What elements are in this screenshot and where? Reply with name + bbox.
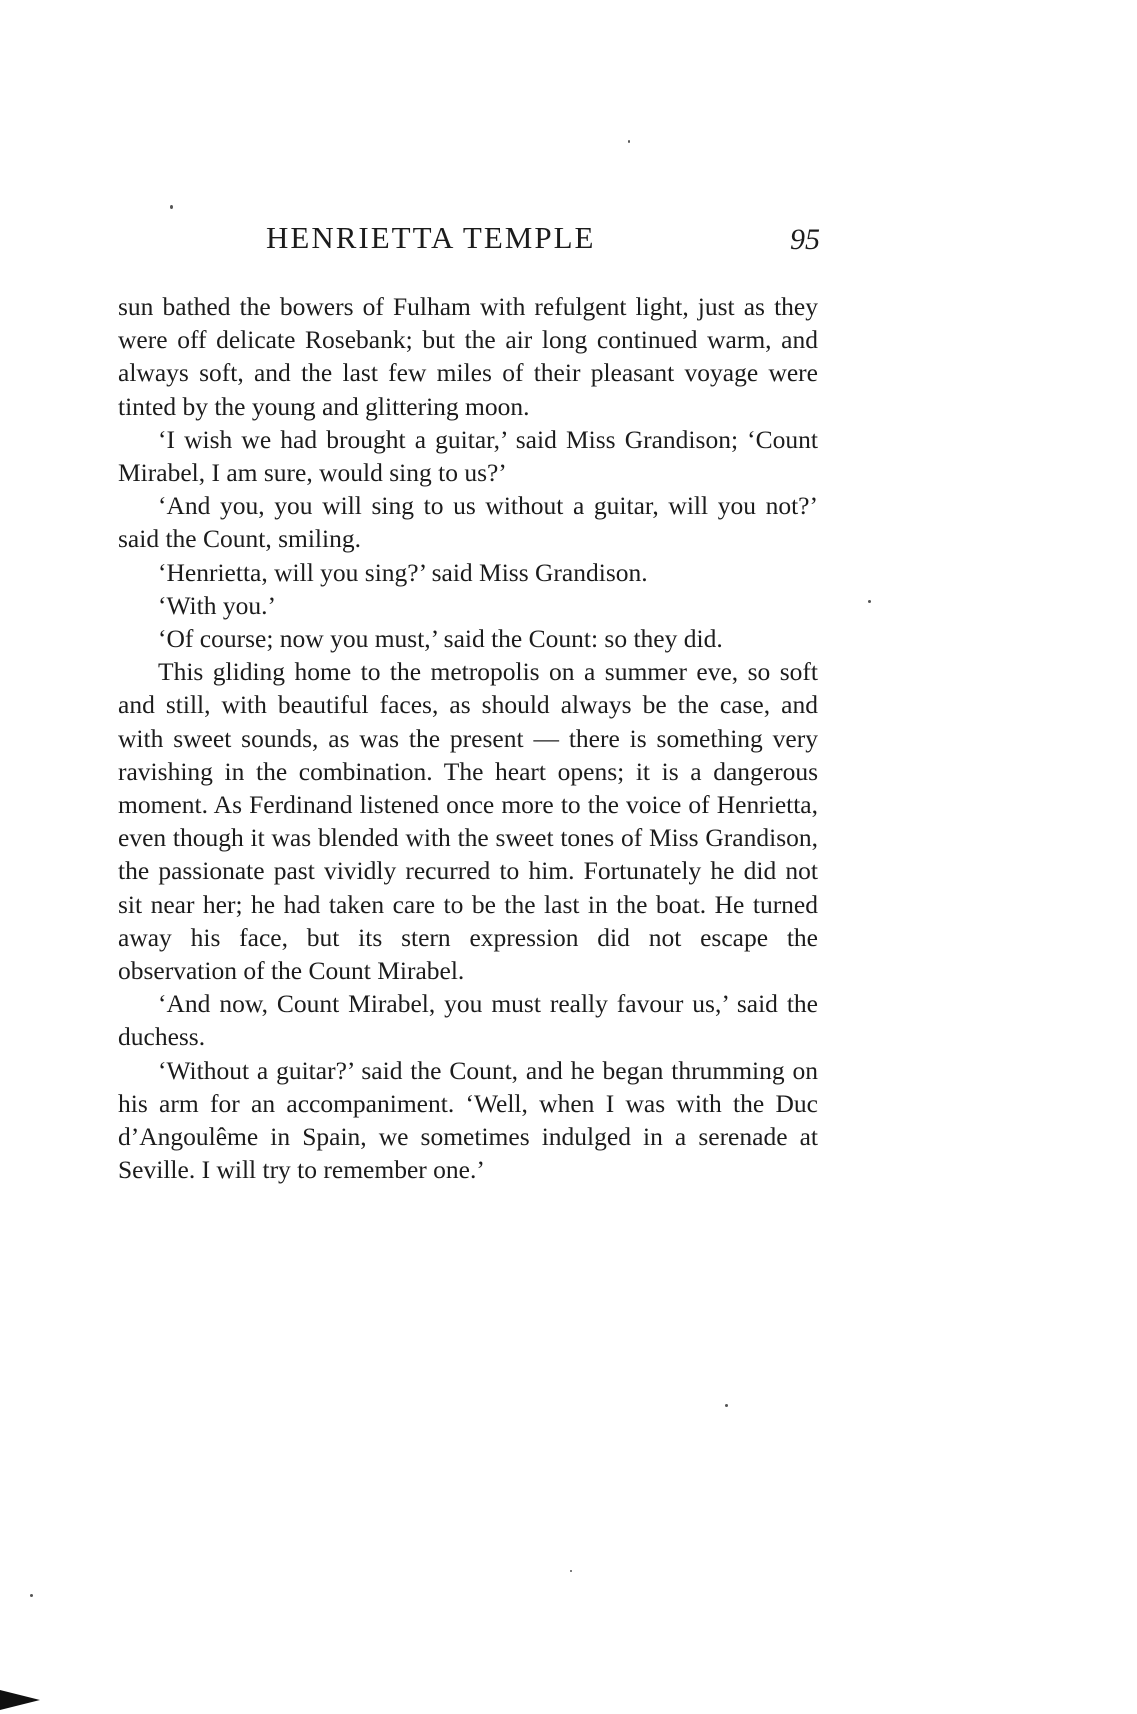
body-text [118, 290, 818, 1186]
scan-speck [725, 1404, 728, 1407]
scan-speck [628, 140, 630, 143]
paragraph: sun bathed the bowers of Fulham with refulgent light, just as they were off delicate Rosebank; but the air long continued warm, and always soft, and the last few miles of their pleasant voyage were tinted by the young and glittering moon. [118, 292, 818, 421]
scan-speck [170, 205, 173, 209]
paragraph: ‘I wish we had brought a guitar,’ said Miss Grandison; ‘Count Mirabel, I am sure, would sing to us?’ [118, 424, 818, 488]
paragraph: This gliding home to the metropolis on a summer eve, so soft and still, with beautiful faces, as should always be the case, and with sweet sounds, as was the present — there is something very ravishing in the combination. The heart opens; it is a dangerous moment. As Ferdinand listened once more to the voice of Henrietta, even though it was blended with the sweet tones of Miss Grandison, the passionate past vividly recurred to him. Fortunately he did not sit near her; he had taken care to be the last in the boat. He turned away his face, but its stern expression did not escape the observation of the Count Mirabel. [118, 657, 818, 986]
scan-speck [570, 1570, 572, 1572]
paragraph: ‘Of course; now you must,’ said the Count: so they did. [158, 624, 723, 654]
paragraph: ‘With you.’ [158, 590, 276, 620]
paragraph: ‘And you, you will sing to us without a guitar, will you not?’ said the Count, smiling. [118, 491, 818, 554]
paragraph: ‘And now, Count Mirabel, you must really favour us,’ said the duchess. [118, 989, 818, 1052]
running-head [118, 216, 818, 260]
scan-speck [30, 1594, 33, 1597]
scan-speck [868, 600, 871, 603]
running-title: HENRIETTA TEMPLE [266, 220, 596, 255]
paragraph: ‘Without a guitar?’ said the Count, and he began thrumming on his arm for an accompaniment. ‘Well, when I was with the Duc d’Angoulême in Spain, we sometimes indulged in a serenade at Seville. I will try to remember one.’ [118, 1055, 818, 1185]
page-number: 95 [790, 223, 820, 256]
paragraph: ‘Henrietta, will you sing?’ said Miss Grandison. [158, 557, 648, 587]
corner-arrow-mark [0, 1690, 40, 1710]
